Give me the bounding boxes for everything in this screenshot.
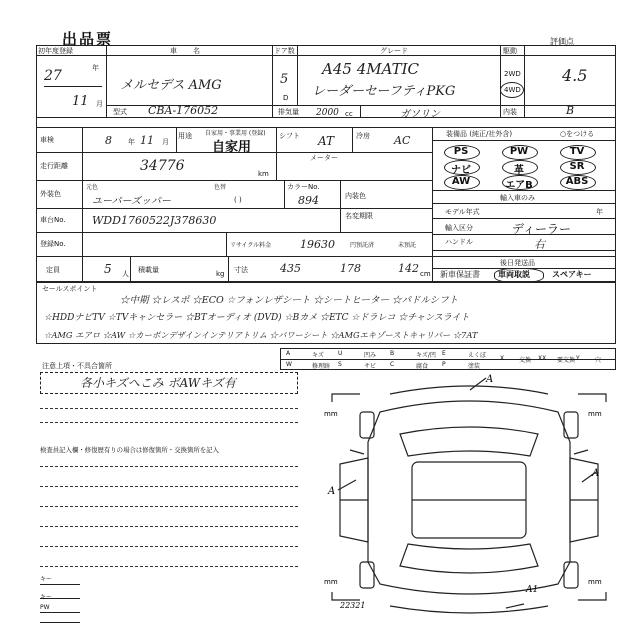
- equip-circle: [560, 175, 596, 190]
- equip-title: 装備品 (純正/社外含): [446, 130, 513, 138]
- mm-label-3: mm: [324, 578, 338, 586]
- equip-item: ナビ: [451, 165, 471, 176]
- stamp-code: 22321: [340, 601, 366, 610]
- mileage-value: 34776: [140, 158, 185, 174]
- size-l: 435: [280, 262, 301, 275]
- model-label: 型式: [113, 108, 127, 116]
- sales-title: セールスポイント: [42, 285, 98, 293]
- ac-label: 冷房: [356, 132, 370, 140]
- legend-cell: A: [286, 350, 291, 357]
- legend-extra: XX: [538, 355, 547, 362]
- door-value: 5: [280, 72, 289, 87]
- recycle-status2: 未預託: [398, 242, 417, 249]
- month-unit: 月: [96, 100, 103, 108]
- equip-item: エアB: [505, 180, 533, 191]
- legend-cell: 腐食: [416, 363, 429, 370]
- rating-value: 4.5: [562, 66, 588, 85]
- meter-label: メーター: [310, 154, 338, 162]
- import-title: 輸入車のみ: [500, 194, 535, 202]
- door-suffix: D: [283, 94, 289, 102]
- damage-mark-rear: A1: [526, 585, 539, 595]
- mm-label-2: mm: [588, 410, 602, 418]
- equip-circle: [560, 145, 596, 160]
- capacity-value: 5: [104, 262, 112, 276]
- recycle-amount-label: リサイクル料金: [230, 242, 272, 249]
- size-w: 178: [340, 262, 361, 275]
- legend-cell: U: [338, 350, 343, 357]
- damage-mark-front: A: [486, 374, 494, 385]
- use-note: 自家用・事業用 (登録): [205, 130, 266, 137]
- inspect-year: 8: [105, 134, 112, 147]
- doc-warranty: 新車保証書: [440, 270, 480, 279]
- capacity-unit: 人: [122, 270, 129, 278]
- grade-line2: レーダーセーフティPKG: [312, 84, 456, 99]
- fuel-value: ガソリン: [400, 109, 440, 120]
- recycle-status1: 円預託済: [350, 242, 375, 249]
- size-label: 寸法: [234, 266, 248, 274]
- legend-cell: 凹み: [364, 352, 377, 359]
- size-unit: cm: [420, 270, 431, 278]
- legend-extra: Y: [576, 355, 580, 362]
- mm-label-4: mm: [588, 578, 602, 586]
- door-label: ドア数: [274, 47, 295, 55]
- model-year-label: モデル年式: [445, 208, 480, 216]
- inspect-month-unit: 月: [162, 138, 169, 146]
- bottom-label-1: キー: [40, 576, 53, 583]
- legend-cell: えくぼ: [468, 352, 487, 359]
- legend-cell: 修理跡: [312, 363, 331, 370]
- grade-line1: A45 4MATIC: [322, 60, 420, 78]
- year-value: 27: [44, 68, 62, 84]
- page-title: 出品票: [62, 30, 114, 48]
- recycle-amount: 19630: [300, 238, 335, 251]
- shift-label: シフト: [279, 132, 300, 140]
- drive-label: 駆動: [503, 47, 517, 55]
- color-orig-label: 元色: [86, 184, 99, 191]
- equip-item: AW: [451, 176, 471, 187]
- capacity-label: 定員: [46, 266, 60, 274]
- equip-note: ○をつける: [560, 130, 595, 138]
- legend-extra: X: [500, 355, 505, 362]
- equip-item: PW: [509, 146, 529, 157]
- month-value: 11: [72, 94, 89, 109]
- interior-label: 内装: [503, 108, 517, 116]
- mm-label-1: mm: [324, 410, 338, 418]
- disp-unit: cc: [345, 110, 353, 118]
- mileage-unit: km: [258, 170, 269, 178]
- sales-line3: ☆AMG エアロ ☆AW ☆カーボンデザインインテリアトリム ☆パワーシート ☆AMGエキゾーストキャリパー ☆7AT: [44, 330, 478, 340]
- import-value: ディーラー: [512, 222, 572, 236]
- equip-circle: [502, 145, 538, 160]
- use-label: 用途: [178, 132, 192, 140]
- equip-circle: [502, 160, 538, 175]
- legend-extra: 交換: [519, 357, 532, 364]
- year-unit: 年: [92, 64, 99, 72]
- bottom-label-2: キー: [40, 594, 53, 601]
- ac-value: AC: [394, 134, 411, 147]
- disp-label: 排気量: [278, 108, 299, 116]
- equip-circle: [444, 145, 480, 160]
- legend-cell: キズ/凹: [416, 352, 436, 359]
- inspect-label: 車検: [40, 136, 54, 144]
- inspect-month: 11: [140, 134, 154, 147]
- inspect-year-unit: 年: [128, 138, 135, 146]
- bottom-label-3: PW: [40, 604, 50, 611]
- recycle-label: 名変期限: [345, 212, 373, 220]
- equip-item: SR: [569, 161, 585, 172]
- handle-value: 右: [534, 238, 545, 251]
- shift-value: AT: [318, 134, 335, 148]
- import-label: 輸入区分: [445, 224, 473, 232]
- vin-label: 車台No.: [40, 216, 66, 224]
- grade-label: グレード: [380, 47, 408, 55]
- legend-extra: 穴: [595, 357, 602, 364]
- legend-cell: P: [442, 361, 446, 368]
- drive-2wd: 2WD: [504, 70, 521, 78]
- legend-cell: C: [390, 361, 395, 368]
- color-label: 外装色: [40, 190, 61, 198]
- equip-item: TV: [569, 146, 585, 157]
- disp-value: 2000: [316, 108, 339, 118]
- equip-circle: [444, 160, 480, 175]
- legend-cell: W: [286, 361, 292, 368]
- car-name: メルセデス AMG: [120, 78, 222, 93]
- drive-4wd: 4WD: [504, 86, 521, 94]
- legend-cell: S: [338, 361, 342, 368]
- legend-cell: サビ: [364, 363, 377, 370]
- interior-color-label: 内装色: [345, 192, 366, 200]
- doc-manual: 車両取説: [498, 270, 530, 279]
- sales-line1: ☆中期 ☆レスポ ☆ECO ☆フォンレザシート ☆シートヒーター ☆パドルシフト: [120, 295, 459, 306]
- mileage-label: 走行距離: [40, 162, 68, 170]
- doc-spare-key: スペアキー: [552, 270, 592, 279]
- reg-label: 登録No.: [40, 240, 66, 248]
- legend-cell: キズ: [312, 352, 324, 359]
- legend-extra: 要交換: [557, 357, 576, 364]
- handle-label: ハンドル: [445, 238, 473, 246]
- damage-mark-right: A: [592, 468, 600, 479]
- legend-cell: E: [442, 350, 446, 357]
- colorno-label: カラーNo.: [287, 183, 320, 191]
- equip-circle: [502, 175, 538, 190]
- damage-mark-left: A: [328, 486, 336, 497]
- color-sub-label: 色替: [214, 184, 227, 191]
- sales-line2: ☆HDDナビTV ☆TVキャンセラー ☆BTオーディオ (DVD) ☆Bカメ ☆ETC ☆ドラレコ ☆チャンスライト: [44, 313, 470, 323]
- interior-value: B: [566, 104, 575, 117]
- load-label: 積載量: [138, 266, 159, 274]
- color-value: ユーパーズッパー: [92, 196, 171, 207]
- use-value: 自家用: [212, 140, 252, 155]
- notes-value: 各小キズへこみ ボAWキズ有: [80, 376, 236, 390]
- car-damage-diagram: [320, 372, 620, 622]
- equip-item: PS: [453, 146, 469, 157]
- load-unit: kg: [216, 270, 225, 278]
- model-year-unit: 年: [596, 208, 603, 216]
- equip-item: 革: [514, 165, 524, 176]
- drive-4wd-circle: [500, 82, 524, 98]
- year-label: 初年度登録: [38, 47, 73, 55]
- colorno-value: 894: [298, 194, 319, 207]
- legend-cell: B: [390, 350, 395, 357]
- reinspect-title: 検査員記入欄・修復歴有りの場合は修復箇所・交換箇所を記入: [40, 446, 219, 454]
- name-label: 車名: [170, 47, 216, 55]
- docs-title: 後日発送品: [500, 259, 535, 267]
- vin-value: WDD1760522J378630: [92, 214, 217, 227]
- rating-label: 評価点: [550, 37, 574, 46]
- size-h: 142: [398, 262, 419, 275]
- color-paren: ( ): [234, 196, 242, 204]
- equip-circle: [444, 175, 480, 190]
- equip-item: ABS: [565, 176, 589, 187]
- legend-cell: 塗装: [468, 363, 481, 370]
- model-value: CBA-176052: [148, 104, 219, 117]
- equip-circle: [560, 160, 596, 175]
- notes-title: 注意上項・不具合箇所: [42, 362, 112, 370]
